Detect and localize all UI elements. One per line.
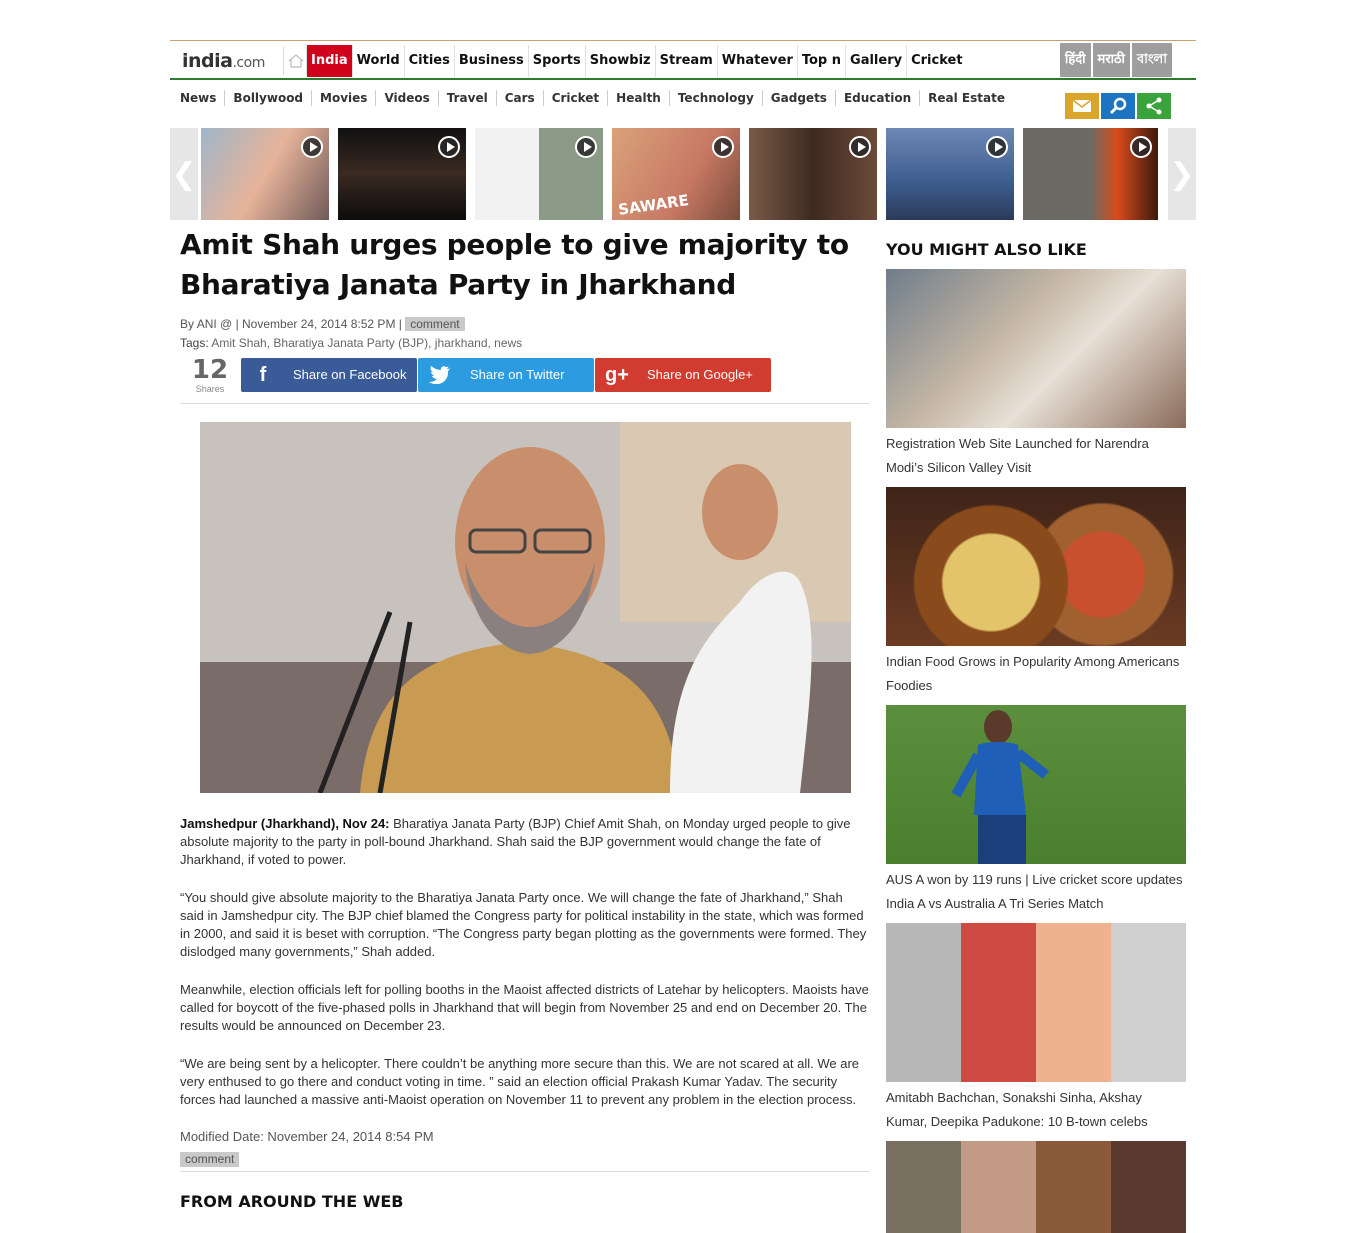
play-icon bbox=[1130, 136, 1152, 158]
share-count bbox=[190, 356, 230, 394]
share-twitter-button[interactable] bbox=[418, 358, 594, 392]
sidebar-card-image[interactable] bbox=[886, 705, 1186, 864]
carousel-thumb-6[interactable] bbox=[886, 128, 1014, 220]
sidebar-card-image[interactable] bbox=[886, 487, 1186, 646]
mail-icon[interactable] bbox=[1065, 93, 1099, 119]
subnav-cars[interactable]: Cars bbox=[496, 90, 543, 106]
chevron-left-icon: ❮ bbox=[171, 157, 197, 191]
cricketer-illustration bbox=[886, 705, 1186, 864]
nav-gallery[interactable]: Gallery bbox=[846, 45, 907, 77]
nav-cities[interactable]: Cities bbox=[405, 45, 455, 77]
subnav-travel[interactable]: Travel bbox=[438, 90, 496, 106]
article-paragraph-4: “We are being sent by a helicopter. There couldn’t be anything more secure than this. We are not scared at all. We are very enthused to go there and conduct voting in time. ” said an election official Prakash Kumar Yadav. The security forces had launched a massive anti-Maoist operation on November 11 to prevent any problem in the election process. bbox=[180, 1056, 860, 1107]
comment-button-bottom[interactable]: comment bbox=[180, 1152, 239, 1167]
speaker-illustration bbox=[200, 422, 851, 793]
byline-date: | November 24, 2014 8:52 PM | bbox=[235, 317, 402, 331]
article-tags bbox=[180, 336, 870, 350]
facebook-icon: f bbox=[259, 364, 267, 386]
modified-date: Modified Date: November 24, 2014 8:54 PM bbox=[180, 1129, 434, 1144]
play-icon bbox=[712, 136, 734, 158]
search-icon[interactable] bbox=[1101, 93, 1135, 119]
lang-hindi[interactable]: हिंदी bbox=[1060, 43, 1091, 77]
subnav-health[interactable]: Health bbox=[607, 90, 669, 106]
carousel-thumb-5[interactable] bbox=[749, 128, 877, 220]
subnav-gadgets[interactable]: Gadgets bbox=[762, 90, 835, 106]
header-tools bbox=[1063, 93, 1171, 119]
nav-world[interactable]: World bbox=[353, 45, 405, 77]
chevron-right-icon: ❯ bbox=[1169, 157, 1195, 191]
logo-text: india bbox=[182, 50, 233, 72]
subnav-videos[interactable]: Videos bbox=[375, 90, 437, 106]
nav-cricket[interactable]: Cricket bbox=[911, 53, 963, 68]
nav-business[interactable]: Business bbox=[455, 45, 529, 77]
carousel-thumb-3[interactable] bbox=[475, 128, 603, 220]
carousel-thumb-7[interactable] bbox=[1023, 128, 1158, 220]
share-count-label: Shares bbox=[195, 384, 225, 394]
subnav-education[interactable]: Education bbox=[835, 90, 919, 106]
sidebar-card[interactable] bbox=[886, 269, 1186, 482]
home-icon[interactable] bbox=[283, 47, 307, 75]
carousel-thumb-4[interactable] bbox=[612, 128, 740, 220]
subnav-movies[interactable]: Movies bbox=[311, 90, 375, 106]
tags-label: Tags: bbox=[180, 336, 209, 350]
share-google-label: Share on Google+ bbox=[647, 367, 753, 382]
sidebar-card-image[interactable] bbox=[886, 923, 1186, 1082]
comment-button[interactable]: comment bbox=[405, 317, 464, 331]
twitter-icon bbox=[418, 358, 462, 392]
article-paragraph-2: “You should give absolute majority to the Bharatiya Janata Party once. We will change the fate of Jharkhand,” Shah said in Jamshedpur city. The BJP chief blamed the Congress party for political instability in the state, which was formed in 2000, and said it is beset with corruption. “The Congress party began plotting as the governments were formed. They dislodged many governments,” Shah added. bbox=[180, 890, 867, 959]
article-paragraph-3: Meanwhile, election officials left for polling booths in the Maoist affected districts of Latehar by helicopters. Maoists have called for boycott of the five-phased polls in Jharkhand that will begin from November 25 and end on December 20. The results would be announced on December 23. bbox=[180, 982, 869, 1033]
nav-showbiz[interactable]: Showbiz bbox=[586, 45, 656, 77]
sidebar-card-caption[interactable]: AUS A won by 119 runs | Live cricket score updates India A vs Australia A Tri Series Match bbox=[886, 872, 1183, 911]
main-menu bbox=[307, 45, 967, 77]
nav-top-n[interactable]: Top n bbox=[798, 45, 846, 77]
share-twitter-label: Share on Twitter bbox=[470, 367, 565, 382]
article bbox=[180, 225, 870, 1211]
share-google-button[interactable] bbox=[595, 358, 771, 392]
language-switcher bbox=[1058, 43, 1172, 77]
nav-india[interactable]: India bbox=[307, 45, 353, 77]
play-icon bbox=[849, 136, 871, 158]
sidebar-card[interactable] bbox=[886, 487, 1186, 700]
carousel-next-button[interactable] bbox=[1168, 128, 1196, 220]
nav-sports[interactable]: Sports bbox=[529, 45, 586, 77]
sidebar bbox=[886, 240, 1186, 1233]
sidebar-title: YOU MIGHT ALSO LIKE bbox=[886, 240, 1087, 259]
sidebar-card-caption[interactable]: Registration Web Site Launched for Narendra Modi’s Silicon Valley Visit bbox=[886, 436, 1149, 475]
subnav-news[interactable]: News bbox=[180, 91, 217, 105]
share-count-number: 12 bbox=[191, 355, 229, 385]
subnav-real-estate[interactable]: Real Estate bbox=[919, 90, 1013, 106]
byline-by: By bbox=[180, 317, 195, 331]
nav-stream[interactable]: Stream bbox=[656, 45, 718, 77]
play-icon bbox=[438, 136, 460, 158]
subnav-bollywood[interactable]: Bollywood bbox=[224, 90, 311, 106]
lang-marathi[interactable]: मराठी bbox=[1093, 43, 1130, 77]
from-around-the-web-heading: FROM AROUND THE WEB bbox=[180, 1192, 404, 1211]
tags-links[interactable]: Amit Shah, Bharatiya Janata Party (BJP), jharkhand, news bbox=[211, 336, 523, 350]
share-icon[interactable] bbox=[1137, 93, 1171, 119]
subnav-cricket[interactable]: Cricket bbox=[543, 90, 607, 106]
article-headline: Amit Shah urges people to give majority to Bharatiya Janata Party in Jharkhand bbox=[180, 228, 849, 301]
divider bbox=[180, 1171, 870, 1172]
article-body bbox=[180, 815, 870, 1109]
sidebar-card-caption[interactable]: Indian Food Grows in Popularity Among Americans Foodies bbox=[886, 654, 1180, 693]
article-dateline: Jamshedpur (Jharkhand), Nov 24: bbox=[180, 816, 390, 831]
article-byline bbox=[180, 315, 870, 333]
sidebar-card-image[interactable] bbox=[886, 1141, 1186, 1233]
top-navigation-bar bbox=[170, 40, 1196, 80]
article-lead-text: Bharatiya Janata Party (BJP) Chief Amit Shah, on Monday urged people to give absolute majority to the party in poll-bound Jharkhand. Shah said the BJP government would change the fate of Jharkhand, if voted to power. bbox=[180, 816, 851, 867]
byline-author[interactable]: ANI @ bbox=[196, 317, 233, 331]
sidebar-card-image[interactable] bbox=[886, 269, 1186, 428]
lang-bangla[interactable]: বাংলা bbox=[1132, 43, 1172, 77]
carousel-thumb-2[interactable] bbox=[338, 128, 466, 220]
subnav-technology[interactable]: Technology bbox=[669, 90, 762, 106]
nav-whatever[interactable]: Whatever bbox=[718, 45, 798, 77]
sidebar-card[interactable] bbox=[886, 1141, 1186, 1233]
sidebar-card[interactable] bbox=[886, 923, 1186, 1136]
sidebar-card[interactable] bbox=[886, 705, 1186, 918]
share-bar bbox=[180, 356, 870, 404]
google-plus-icon: g+ bbox=[605, 364, 629, 386]
sub-navigation bbox=[180, 90, 1013, 106]
carousel-thumb-1[interactable] bbox=[201, 128, 329, 220]
site-logo[interactable] bbox=[182, 50, 265, 72]
carousel-prev-button[interactable] bbox=[170, 128, 198, 220]
share-facebook-label: Share on Facebook bbox=[293, 367, 407, 382]
play-icon bbox=[575, 136, 597, 158]
share-facebook-button[interactable] bbox=[241, 358, 417, 392]
article-hero-image bbox=[200, 422, 851, 793]
sidebar-card-caption[interactable]: Amitabh Bachchan, Sonakshi Sinha, Akshay Kumar, Deepika Padukone: 10 B-town celebs bbox=[886, 1090, 1148, 1129]
carousel-thumb-caption: SAWARE bbox=[617, 191, 690, 219]
article-paragraph-1 bbox=[180, 815, 870, 869]
play-icon bbox=[986, 136, 1008, 158]
video-carousel bbox=[170, 128, 1196, 220]
logo-suffix: .com bbox=[232, 55, 265, 71]
play-icon bbox=[301, 136, 323, 158]
